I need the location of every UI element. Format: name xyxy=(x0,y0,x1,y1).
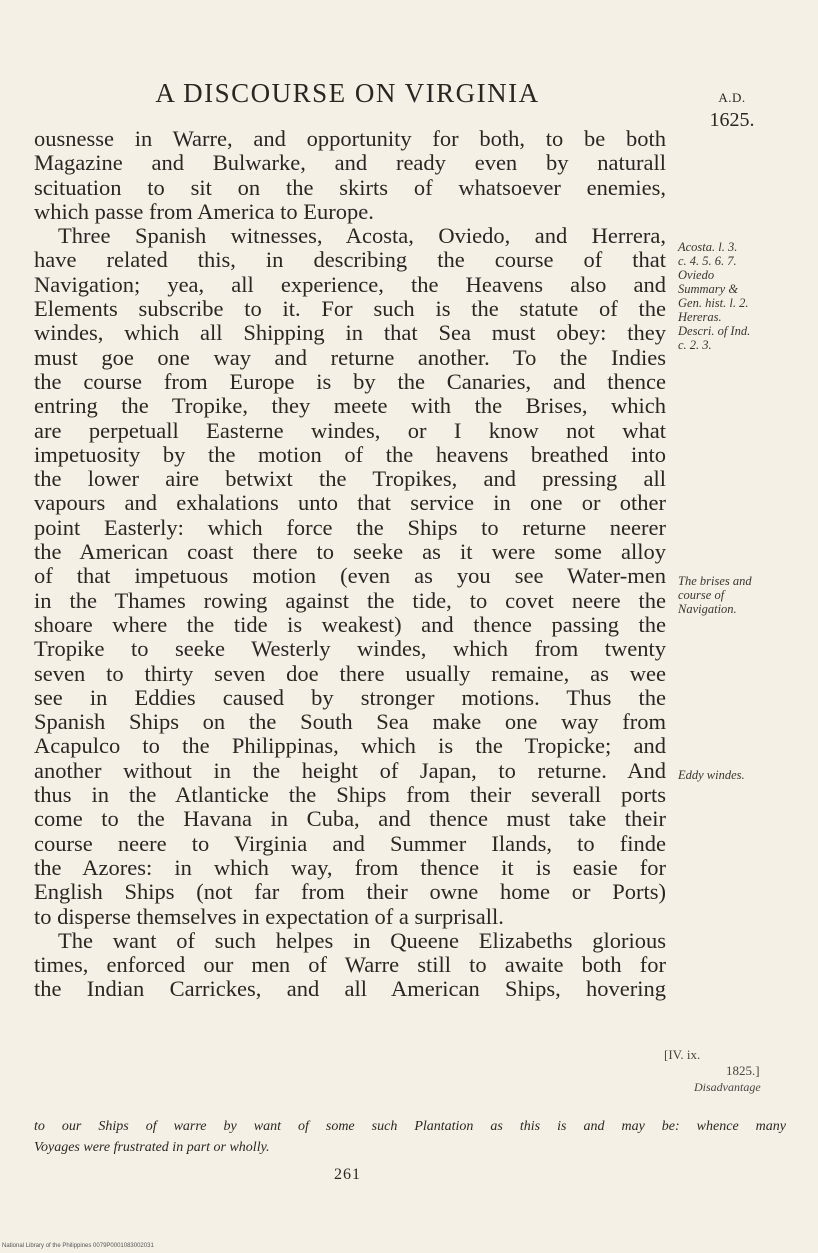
footnote-line: to our Ships of warre by want of some such Plantation as this is and may be: whence many xyxy=(34,1119,786,1134)
margin-note-line: Gen. hist. l. 2. xyxy=(678,296,749,310)
margin-note-line: The brises and xyxy=(678,574,752,588)
header-date xyxy=(697,87,767,131)
page-number: 261 xyxy=(334,1166,361,1183)
text-line: see in Eddies caused by stronger motions. Thus the xyxy=(34,685,666,710)
text-line: come to the Havana in Cuba, and thence must take their xyxy=(34,807,666,832)
text-line: vapours and exhalations unto that service in one or other xyxy=(34,491,666,516)
text-line: windes, which all Shipping in that Sea must obey: they xyxy=(34,321,666,346)
text-line: scituation to sit on the skirts of whatsoever enemies, xyxy=(34,175,666,200)
text-line: have related this, in describing the course of that xyxy=(34,248,666,273)
margin-note-line: Summary & xyxy=(678,282,739,296)
scan-credit: National Library of the Philippines 0079P0001083002031 xyxy=(2,1243,154,1249)
text-line: another without in the height of Japan, to returne. And xyxy=(34,758,666,783)
margin-note-line: c. 2. 3. xyxy=(678,338,712,352)
text-line: Tropike to seeke Westerly windes, which from twenty xyxy=(34,637,666,662)
page-title: A DISCOURSE ON VIRGINIA xyxy=(155,78,540,108)
text-line: Spanish Ships on the South Sea make one way from xyxy=(34,710,666,735)
text-line: of that impetuous motion (even as you see Water-men xyxy=(34,564,666,589)
body-text xyxy=(34,127,666,1002)
text-line: seven to thirty seven doe there usually remaine, as wee xyxy=(34,661,666,686)
text-line: Magazine and Bulwarke, and ready even by naturall xyxy=(34,151,666,176)
text-line: in the Thames rowing against the tide, to covet neere the xyxy=(34,588,666,613)
text-line: the Azores: in which way, from thence it is easie for xyxy=(34,855,666,880)
text-line: the Indian Carrickes, and all American Ships, hovering xyxy=(34,977,666,1002)
volume-reference xyxy=(664,1047,804,1095)
margin-note-line: course of xyxy=(678,588,725,602)
text-line: ousnesse in Warre, and opportunity for both, to be both xyxy=(34,127,666,151)
margin-note-line: Descri. of Ind. xyxy=(678,324,751,338)
text-line: thus in the Atlanticke the Ships from their severall ports xyxy=(34,783,666,808)
text-line: the course from Europe is by the Canaries, and thence xyxy=(34,369,666,394)
text-line: English Ships (not far from their owne home or Ports) xyxy=(34,880,666,905)
text-line: must goe one way and returne another. To the Indies xyxy=(34,345,666,370)
volume-reference-line: [IV. ix. xyxy=(664,1047,701,1062)
text-line: shoare where the tide is weakest) and thence passing the xyxy=(34,612,666,637)
text-line: impetuosity by the motion of the heavens breathed into xyxy=(34,442,666,467)
margin-note-line: Navigation. xyxy=(678,602,737,616)
margin-note-line: c. 4. 5. 6. 7. xyxy=(678,254,737,268)
text-line: are perpetuall Easterne windes, or I know not what xyxy=(34,418,666,443)
margin-note-line: Acosta. l. 3. xyxy=(678,240,738,254)
margin-note-line: Oviedo xyxy=(678,268,715,282)
footnote xyxy=(34,1116,786,1158)
header-era: A.D. xyxy=(718,90,746,105)
text-line: course neere to Virginia and Summer Ilands, to finde xyxy=(34,831,666,856)
header-year: 1625. xyxy=(709,109,755,131)
text-line: Acapulco to the Philippinas, which is the Tropicke; and xyxy=(34,734,666,759)
text-line: Three Spanish witnesses, Acosta, Oviedo, and Herrera, xyxy=(58,224,666,249)
margin-note-brises xyxy=(678,574,813,616)
text-line: Navigation; yea, all experience, the Heavens also and xyxy=(34,272,666,297)
text-line: point Easterly: which force the Ships to returne neerer xyxy=(34,515,666,540)
text-line: Elements subscribe to it. For such is the statute of the xyxy=(34,297,666,322)
text-line: The want of such helpes in Queene Elizabeths glorious xyxy=(58,928,666,953)
volume-reference-line: 1825.] xyxy=(726,1063,760,1078)
margin-note-disadvantage: Disadvantage xyxy=(694,1080,761,1094)
margin-note-line: Eddy windes. xyxy=(678,768,745,782)
margin-note-sources xyxy=(678,240,813,352)
margin-note-line: Hereras. xyxy=(678,310,722,324)
text-line: the lower aire betwixt the Tropikes, and pressing all xyxy=(34,467,666,492)
margin-note-eddy xyxy=(678,768,813,782)
text-line: the American coast there to seeke as it were some alloy xyxy=(34,540,666,565)
text-line: which passe from America to Europe. xyxy=(34,199,374,224)
footnote-line: Voyages were frustrated in part or wholly. xyxy=(34,1140,270,1155)
text-line: entring the Tropike, they meete with the Brises, which xyxy=(34,394,666,419)
text-line: times, enforced our men of Warre still to awaite both for xyxy=(34,953,666,978)
text-line: to disperse themselves in expectation of a surprisall. xyxy=(34,904,504,929)
